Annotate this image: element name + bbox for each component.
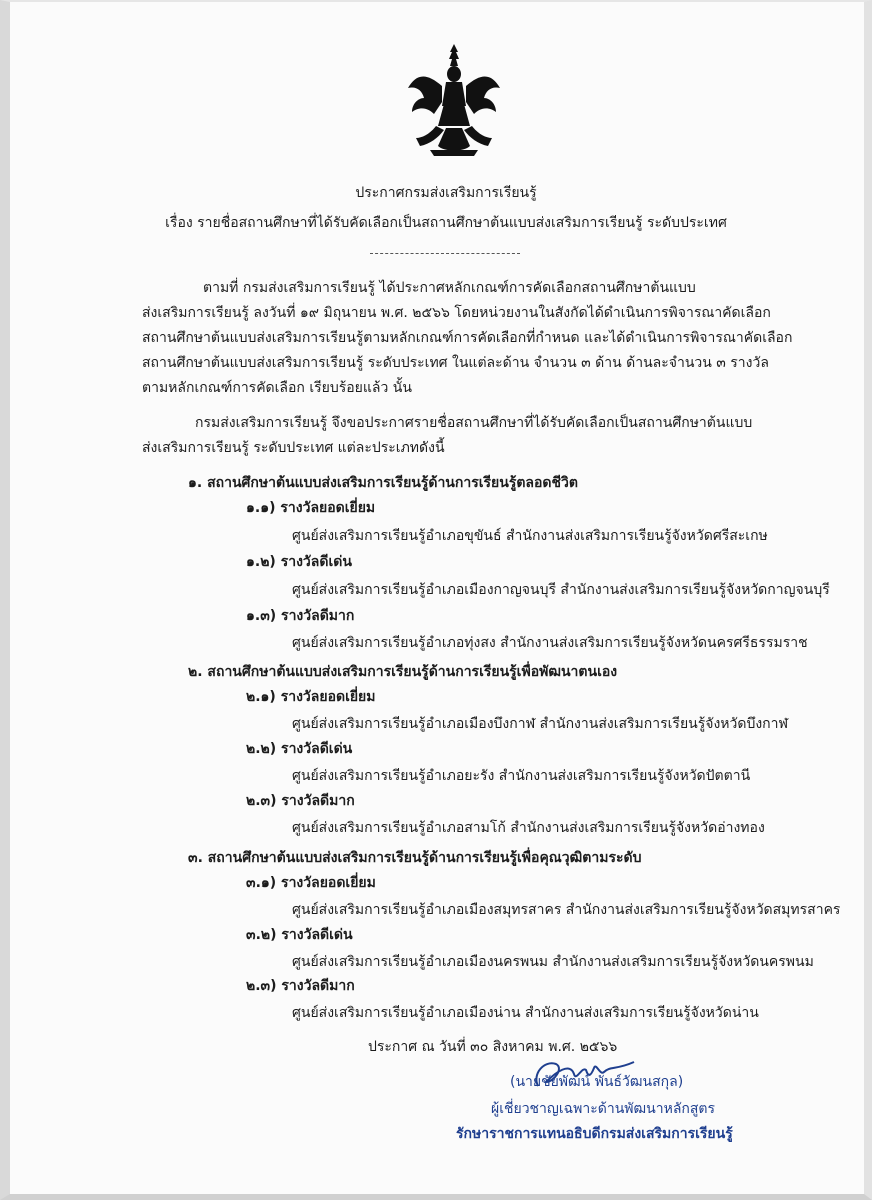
section-heading: ๓. สถานศึกษาต้นแบบส่งเสริมการเรียนรู้ด้านการเรียนรู้เพื่อคุณวุฒิตามระดับ <box>188 850 642 866</box>
award-winner: ศูนย์ส่งเสริมการเรียนรู้อำเภอสามโก้ สำนักงานส่งเสริมการเรียนรู้จังหวัดอ่างทอง <box>292 820 765 836</box>
para1-line: ส่งเสริมการเรียนรู้ ลงวันที่ ๑๙ มิถุนายน พ.ศ. ๒๕๖๖ โดยหน่วยงานในสังกัดได้ดำเนินการพิจารณาคัดเลือก <box>142 305 771 321</box>
para2-line: กรมส่งเสริมการเรียนรู้ จึงขอประกาศรายชื่อสถานศึกษาที่ได้รับคัดเลือกเป็นสถานศึกษาต้นแบบ <box>195 415 753 431</box>
award-winner: ศูนย์ส่งเสริมการเรียนรู้อำเภอทุ่งสง สำนักงานส่งเสริมการเรียนรู้จังหวัดนครศรีธรรมราช <box>292 635 808 651</box>
signer-acting-position: รักษาราชการแทนอธิบดีกรมส่งเสริมการเรียนรู้ <box>456 1126 733 1142</box>
section-heading: ๑. สถานศึกษาต้นแบบส่งเสริมการเรียนรู้ด้านการเรียนรู้ตลอดชีวิต <box>188 475 578 491</box>
award-winner: ศูนย์ส่งเสริมการเรียนรู้อำเภอยะรัง สำนักงานส่งเสริมการเรียนรู้จังหวัดปัตตานี <box>292 768 751 784</box>
announcement-date: ประกาศ ณ วันที่ ๓๐ สิงหาคม พ.ศ. ๒๕๖๖ <box>368 1039 618 1055</box>
title-divider <box>370 253 520 254</box>
announcement-subject: เรื่อง รายชื่อสถานศึกษาที่ได้รับคัดเลือกเป็นสถานศึกษาต้นแบบส่งเสริมการเรียนรู้ ระดับประเทศ <box>165 215 727 231</box>
para2-line: ส่งเสริมการเรียนรู้ ระดับประเทศ แต่ละประเภทดังนี้ <box>142 440 445 456</box>
award-label: ๑.๒) รางวัลดีเด่น <box>246 554 352 570</box>
award-label: ๒.๒) รางวัลดีเด่น <box>246 741 353 757</box>
award-label: ๓.๒) รางวัลดีเด่น <box>246 927 353 943</box>
award-label: ๒.๓) รางวัลดีมาก <box>246 793 355 809</box>
award-label: ๑.๑) รางวัลยอดเยี่ยม <box>246 500 376 516</box>
award-label: ๑.๓) รางวัลดีมาก <box>246 608 355 624</box>
award-label: ๓.๑) รางวัลยอดเยี่ยม <box>246 875 376 891</box>
para1-line: สถานศึกษาต้นแบบส่งเสริมการเรียนรู้ ระดับประเทศ ในแต่ละด้าน จำนวน ๓ ด้าน ด้านละจำนวน ๓ รางวัล <box>142 355 769 371</box>
award-winner: ศูนย์ส่งเสริมการเรียนรู้อำเภอเมืองสมุทรสาคร สำนักงานส่งเสริมการเรียนรู้จังหวัดสมุทรสาคร <box>292 902 841 918</box>
award-winner: ศูนย์ส่งเสริมการเรียนรู้อำเภอขุขันธ์ สำนักงานส่งเสริมการเรียนรู้จังหวัดศรีสะเกษ <box>292 528 768 544</box>
para1-line: สถานศึกษาต้นแบบส่งเสริมการเรียนรู้ตามหลักเกณฑ์การคัดเลือกที่กำหนด และได้ดำเนินการพิจารณาคัดเลือก <box>142 330 793 346</box>
announcement-title: ประกาศกรมส่งเสริมการเรียนรู้ <box>355 185 537 201</box>
award-label: ๒.๓) รางวัลดีมาก <box>246 978 355 994</box>
award-winner: ศูนย์ส่งเสริมการเรียนรู้อำเภอเมืองบึงกาฬ สำนักงานส่งเสริมการเรียนรู้จังหวัดบึงกาฬ <box>292 716 789 732</box>
award-winner: ศูนย์ส่งเสริมการเรียนรู้อำเภอเมืองนครพนม สำนักงานส่งเสริมการเรียนรู้จังหวัดนครพนม <box>292 954 814 970</box>
award-winner: ศูนย์ส่งเสริมการเรียนรู้อำเภอเมืองน่าน สำนักงานส่งเสริมการเรียนรู้จังหวัดน่าน <box>292 1005 759 1021</box>
section-heading: ๒. สถานศึกษาต้นแบบส่งเสริมการเรียนรู้ด้านการเรียนรู้เพื่อพัฒนาตนเอง <box>188 664 618 680</box>
signer-name: (นายชัยพัฒน์ พันธ์วัฒนสกุล) <box>510 1074 684 1090</box>
award-winner: ศูนย์ส่งเสริมการเรียนรู้อำเภอเมืองกาญจนบุรี สำนักงานส่งเสริมการเรียนรู้จังหวัดกาญจนบุรี <box>292 582 830 598</box>
signer-position: ผู้เชี่ยวชาญเฉพาะด้านพัฒนาหลักสูตร <box>491 1101 716 1117</box>
para1-line: ตามหลักเกณฑ์การคัดเลือก เรียบร้อยแล้ว นั้น <box>142 380 412 396</box>
garuda-emblem-icon <box>406 42 502 160</box>
para1-line: ตามที่ กรมส่งเสริมการเรียนรู้ ได้ประกาศหลักเกณฑ์การคัดเลือกสถานศึกษาต้นแบบ <box>203 280 696 296</box>
award-label: ๒.๑) รางวัลยอดเยี่ยม <box>246 689 376 705</box>
